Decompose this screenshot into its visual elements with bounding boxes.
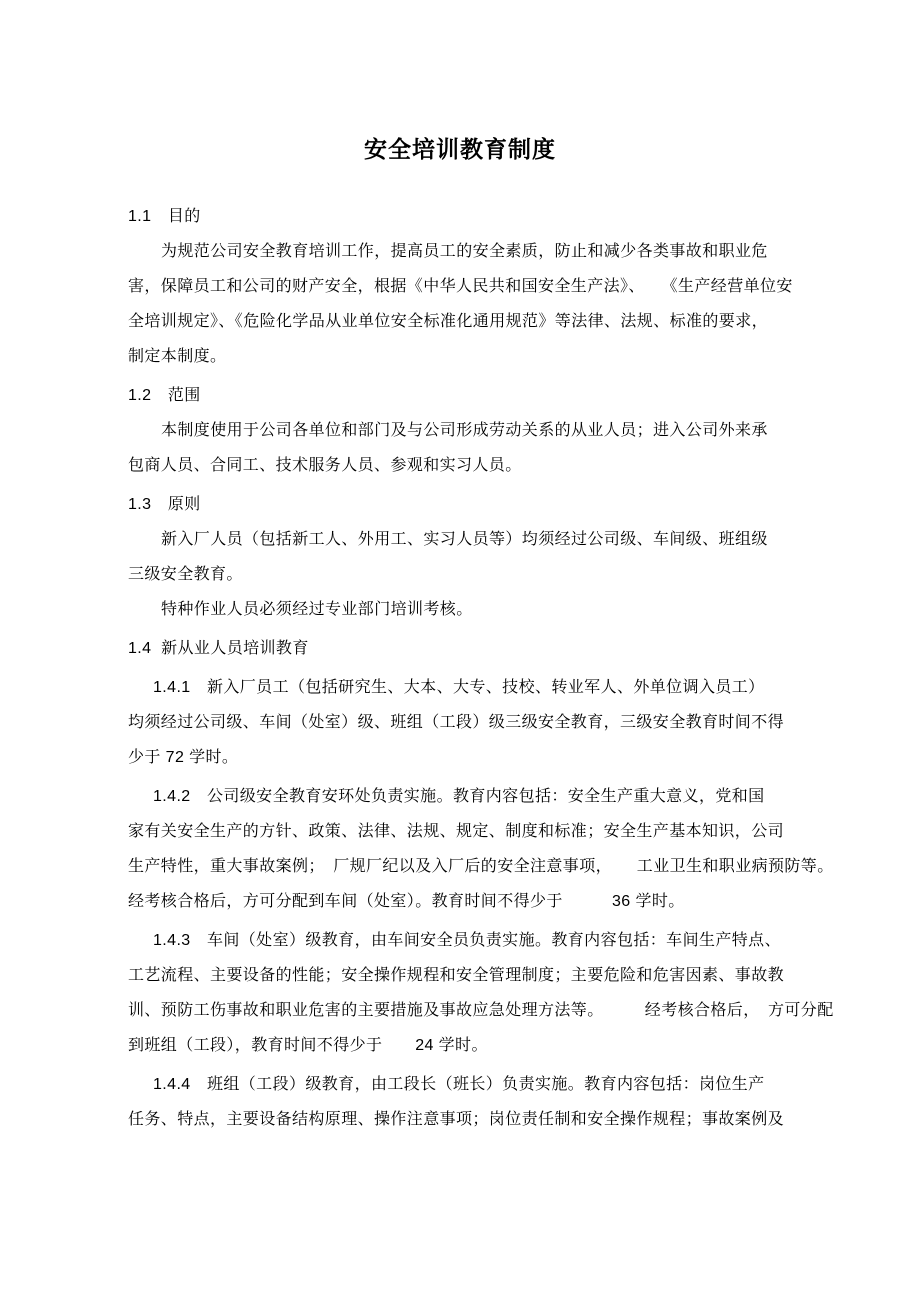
section-heading: 1.1 目的	[128, 208, 201, 225]
numbered-paragraph-first-line: 1.4.4 班组（工段）级教育，由工段长（班长）负责实施。教育内容包括：岗位生产	[153, 1076, 765, 1093]
paragraph-line: 制定本制度。	[128, 348, 227, 365]
paragraph-line: 训、预防工伤事故和职业危害的主要措施及事故应急处理方法等。 经考核合格后， 方可分配	[128, 1002, 834, 1019]
section-heading: 1.4 新从业人员培训教育	[128, 640, 309, 657]
numbered-paragraph-first-line: 1.4.1 新入厂员工（包括研究生、大本、大专、技校、转业军人、外单位调入员工）	[153, 679, 765, 696]
paragraph-first-line: 本制度使用于公司各单位和部门及与公司形成劳动关系的从业人员；进入公司外来承	[161, 422, 768, 439]
paragraph-line: 包商人员、合同工、技术服务人员、参观和实习人员。	[128, 457, 522, 474]
paragraph-line: 家有关安全生产的方针、政策、法律、法规、规定、制度和标准；安全生产基本知识，公司	[128, 823, 785, 840]
section-heading: 1.3 原则	[128, 496, 201, 513]
paragraph-line: 到班组（工段），教育时间不得少于 24 学时。	[128, 1037, 488, 1054]
numbered-paragraph-first-line: 1.4.3 车间（处室）级教育，由车间安全员负责实施。教育内容包括：车间生产特点、	[153, 932, 781, 949]
paragraph-first-line: 特种作业人员必须经过专业部门培训考核。	[161, 601, 473, 618]
paragraph-line: 生产特性，重大事故案例； 厂规厂纪以及入厂后的安全注意事项， 工业卫生和职业病预防等。	[128, 858, 834, 875]
section-heading: 1.2 范围	[128, 387, 201, 404]
paragraph-line: 均须经过公司级、车间（处室）级、班组（工段）级三级安全教育，三级安全教育时间不得	[128, 714, 785, 731]
paragraph-line: 经考核合格后，方可分配到车间（处室）。教育时间不得少于 36 学时。	[128, 893, 685, 910]
paragraph-first-line: 为规范公司安全教育培训工作，提高员工的安全素质，防止和减少各类事故和职业危	[161, 243, 768, 260]
paragraph-line: 害，保障员工和公司的财产安全，根据《中华人民共和国安全生产法》、 《生产经营单位安	[128, 278, 793, 295]
document-title: 安全培训教育制度	[364, 136, 556, 162]
numbered-paragraph-first-line: 1.4.2 公司级安全教育安环处负责实施。教育内容包括：安全生产重大意义，党和国	[153, 788, 765, 805]
paragraph-first-line: 新入厂人员（包括新工人、外用工、实习人员等）均须经过公司级、车间级、班组级	[161, 531, 768, 548]
paragraph-line: 少于 72 学时。	[128, 749, 239, 766]
paragraph-line: 全培训规定》、《危险化学品从业单位安全标准化通用规范》等法律、法规、标准的要求，	[128, 313, 769, 330]
paragraph-line: 三级安全教育。	[128, 566, 243, 583]
paragraph-line: 工艺流程、主要设备的性能；安全操作规程和安全管理制度；主要危险和危害因素、事故教	[128, 967, 785, 984]
paragraph-line: 任务、特点，主要设备结构原理、操作注意事项；岗位责任制和安全操作规程；事故案例及	[128, 1111, 785, 1128]
document-body	[128, 199, 834, 1137]
